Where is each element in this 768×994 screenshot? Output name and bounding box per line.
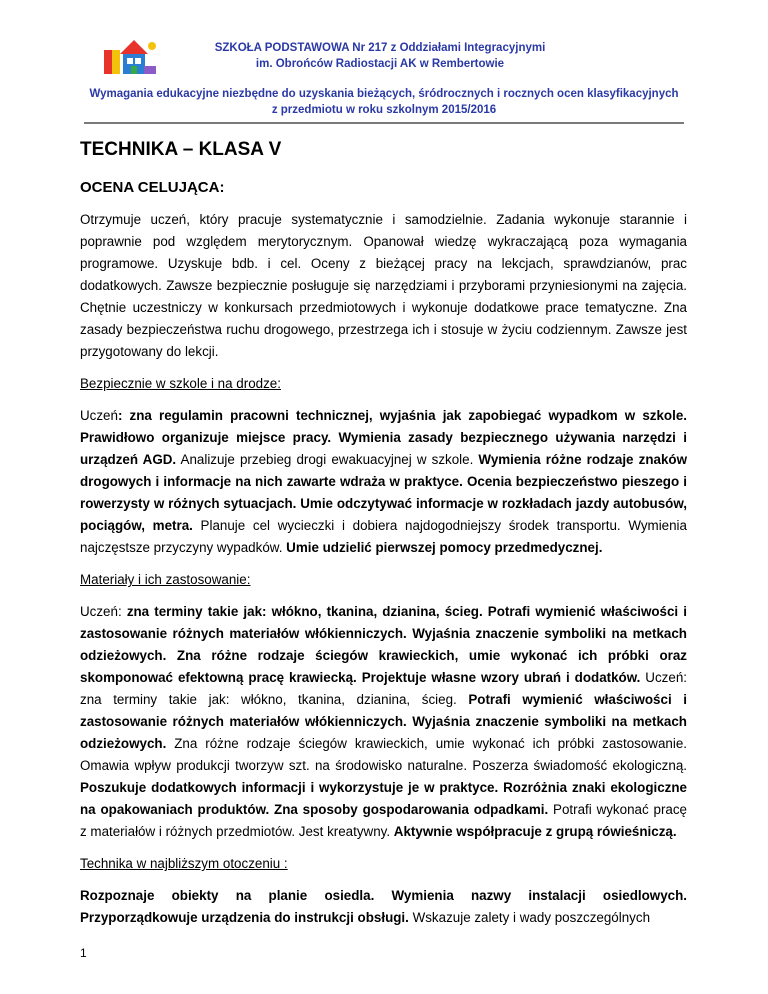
section-text-materials bbox=[80, 601, 687, 843]
text-segment: Wskazuje zalety i wady poszczególnych bbox=[408, 910, 651, 925]
text-segment: Wymienia różne rodzaje znaków drogowych i informacje na nich zawarte wdraża w praktyce. Ocenia bezpieczeństwo pieszego i rowerzysty w różnych sytuacjach. Umie odczytywać informacje w rozkładach jazdy autobusów, pociągów, metra. bbox=[80, 452, 687, 533]
text-segment: Rozpoznaje obiekty na planie osiedla. Wymienia nazwy instalacji osiedlowych. Przyporządkowuje urządzenia do instrukcji obsługi. bbox=[80, 888, 687, 925]
intro-paragraph: Otrzymuje uczeń, który pracuje systematycznie i samodzielnie. Zadania wykonuje starannie i poprawnie pod względem merytorycznym. Opanował wiedzę wykraczającą poza wymagania programowe. Uzyskuje bdb. i cel. Oceny z bieżącej pracy na lekcjach, sprawdzianów, prac dodatkowych. Zawsze bezpiecznie posługuje się narzędziami i przyborami przyniesionymi na zajęcia. Chętnie uczestniczy w konkursach przedmiotowych i wykonuje dodatkowe prace tematyczne. Zna zasady bezpieczeństwa ruchu drogowego, przestrzega ich i stosuje w życiu codziennym. Zawsze jest przygotowany do lekcji. bbox=[80, 212, 687, 359]
requirements-line2: z przedmiotu w roku szkolnym 2015/2016 bbox=[271, 104, 497, 116]
text-segment: Uczeń: zna terminy takie jak: włókno, tkanina, dzianina, ścieg. bbox=[80, 670, 687, 707]
text-segment: Potrafi wykonać pracę z materiałów i różnych przedmiotów. Jest kreatywny. bbox=[80, 802, 687, 839]
text-segment: Uczeń bbox=[80, 408, 118, 423]
section-heading-safety: Bezpiecznie w szkole i na drodze: bbox=[80, 376, 281, 391]
text-segment: zna terminy takie jak: włókno, tkanina, dzianina, ścieg. Potrafi wymienić właściwości i zastosowanie różnych materiałów włókienniczych. Wyjaśnia znaczenie symboliki na metkach odzieżowych. Zna różne rodzaje ściegów krawieckich, umie wykonać ich próbki oraz skomponować efektowną pracę krawiecką. Projektuje własne wzory ubrań i dodatków. bbox=[80, 604, 687, 685]
text-segment: Zna różne rodzaje ściegów krawieckich, umie wykonać ich próbki zastosowanie. Omawia wpływ produkcji tworzyw szt. na środowisko naturalne. Poszerza świadomość ekologiczną. bbox=[80, 736, 687, 773]
document-body bbox=[80, 126, 687, 929]
section-heading-materials: Materiały i ich zastosowanie: bbox=[80, 572, 251, 587]
section-text-safety bbox=[80, 405, 687, 559]
section-text-technology bbox=[80, 885, 687, 929]
text-segment: Umie udzielić pierwszej pomocy przedmedycznej. bbox=[286, 540, 603, 555]
school-name-line1: SZKOŁA PODSTAWOWA Nr 217 z Oddziałami Integracyjnymi bbox=[214, 42, 546, 54]
header-divider bbox=[84, 122, 684, 124]
requirements-header bbox=[82, 86, 686, 118]
text-segment: Uczeń: bbox=[80, 604, 127, 619]
text-segment: Analizuje przebieg drogi ewakuacyjnej w szkole. bbox=[176, 452, 479, 467]
text-segment: Aktywnie współpracuje z grupą rówieśniczą. bbox=[393, 824, 677, 839]
page-title: TECHNIKA – KLASA V bbox=[80, 139, 282, 160]
school-name bbox=[150, 40, 610, 72]
text-segment: Potrafi wymienić właściwości i zastosowanie różnych materiałów włókienniczych. Wyjaśnia znaczenie symboliki na metkach odzieżowych. bbox=[80, 692, 688, 751]
section-heading-technology: Technika w najbliższym otoczeniu : bbox=[80, 856, 288, 871]
school-name-line2: im. Obrońców Radiostacji AK w Rembertowie bbox=[255, 58, 505, 70]
text-segment: Planuje cel wycieczki i dobiera najdogodniejszy środek transportu. Wymienia najczęstsze przyczyny wypadków. bbox=[80, 518, 687, 555]
page-number: 1 bbox=[80, 946, 87, 960]
text-segment: Poszukuje dodatkowych informacji i wykorzystuje je w praktyce. Rozróżnia znaki ekologiczne na opakowaniach produktów. Zna sposoby gospodarowania odpadkami. bbox=[80, 780, 687, 817]
text-segment: : zna regulamin pracowni technicznej, wyjaśnia jak zapobiegać wypadkom w szkole. Prawidłowo organizuje miejsce pracy. Wymienia zasady bezpiecznego używania narzędzi i urządzeń AGD. bbox=[80, 408, 687, 467]
grade-heading: OCENA CELUJĄCA: bbox=[80, 179, 225, 196]
requirements-line1: Wymagania edukacyjne niezbędne do uzyskania bieżących, śródrocznych i rocznych ocen klasyfikacyjnych bbox=[89, 88, 679, 100]
